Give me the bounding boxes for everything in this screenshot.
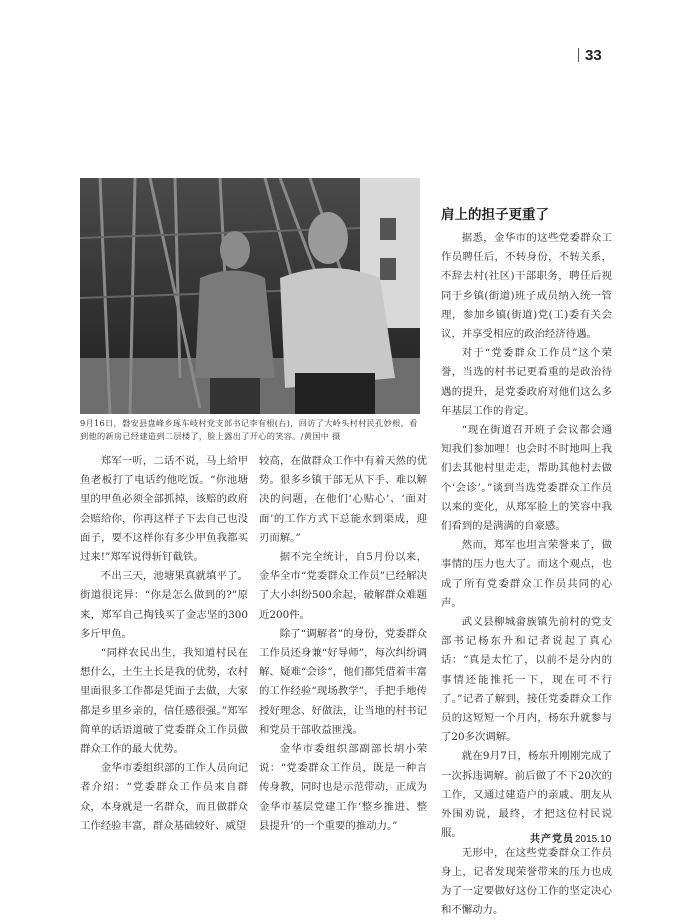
footer — [530, 830, 611, 845]
paragraph: 然而，郑军也坦言荣誉来了，做事情的压力也大了。而这个观点，也成了所有党委群众工作员共同的心声。 — [441, 536, 612, 613]
paragraph: 武义县柳城畲族镇先前村的党支部书记杨东升和记者说起了真心话：“真是太忙了，以前不是分内的事情还能推托一下，现在可不行了。”记者了解到，接任党委群众工作员的这短短一个月内，杨东升就参与了20多次调解。 — [441, 613, 612, 747]
paragraph: 金华市委组织部副部长胡小荣说：“党委群众工作员，既是一种言传身教，同时也是示范带动，正成为金华市基层党建工作‘整乡推进、整县提升’的一个重要的推动力。” — [259, 740, 427, 836]
magazine-logo: 共产党员 — [530, 834, 574, 845]
issue-date: 2015.10 — [575, 834, 611, 845]
paragraph: “现在街道召开班子会议都会通知我们参加哩！也会时不时地叫上我们去其他村里走走，帮助其他村去做个‘会诊’。”谈到当选党委群众工作员以来的变化，从郑军脸上的笑容中我们看到的是满满的自豪感。 — [441, 421, 612, 536]
paragraph: 不出三天，池塘果真就填平了。街道很诧异：“你是怎么做到的?”原来，郑军自己掏钱买了金志坚的300多斤甲鱼。 — [80, 567, 248, 644]
paragraph: 据不完全统计，自5月份以来，金华全市“党委群众工作员”已经解决了大小纠纷500余起，破解群众难题近200件。 — [259, 548, 427, 625]
photo-caption: 9月16日，磐安县盘峰乡琢车岐村党支部书记李有根(右)，回访了大岭头村村民孔妙根，看到他的新房已经建造到二层楼了，脸上露出了开心的笑容。/黄国中 摄 — [80, 417, 422, 443]
paragraph: 除了“调解者”的身份，党委群众工作员还身兼“好导师”，每次纠纷调解、疑难“会诊”，他们都凭借着丰富的工作经验“现场教学”，手把手地传授好理念、好做法，让当地的村书记和党员干部收益匪浅。 — [259, 625, 427, 740]
page-number: 33 — [578, 47, 602, 64]
paragraph: 就在9月7日，杨东升刚刚完成了一次拆违调解。前后做了不下20次的工作，又通过建造户的亲戚、朋友从外围劝说，最终，才把这位村民说服。 — [441, 747, 612, 843]
paragraph: 金华市委组织部的工作人员向记者介绍：“党委群众工作员来自群众，本身就是一名群众，而且做群众工作经验丰富，群众基础较好、威望 — [80, 759, 248, 836]
column-2 — [259, 452, 427, 836]
paragraph: “同样农民出生，我知道村民在想什么，土生土长是我的优势，农村里面很多工作都是凭面子去做，大家都是乡里乡亲的，信任感很强。”郑军简单的话语道破了党委群众工作员做群众工作的最大优势。 — [80, 644, 248, 759]
column-1 — [80, 452, 248, 836]
section-heading: 肩上的担子更重了 — [441, 205, 612, 225]
paragraph: 郑军一听，二话不说，马上给甲鱼老板打了电话约他吃饭。“你池塘里的甲鱼必须全部抓掉，该赔的政府会赔给你，你再这样子下去自己也没面子，要不这样你有多少甲鱼我都买过来!”郑军说得斩钉截铁。 — [80, 452, 248, 567]
paragraph: 对于“党委群众工作员”这个荣誉，当选的村书记更看重的是政治待遇的提升，是党委政府对他们这么多年基层工作的肯定。 — [441, 344, 612, 421]
column-3 — [441, 205, 612, 920]
article-photo — [80, 178, 420, 414]
paragraph: 据悉，金华市的这些党委群众工作员聘任后，不转身份，不转关系，不辞去村(社区)干部职务，聘任后视同于乡镇(街道)班子成员纳入统一管理，参加乡镇(街道)党(工)委有关会议，并享受相应的政治经济待遇。 — [441, 229, 612, 344]
paragraph: 较高，在做群众工作中有着天然的优势。很多乡镇干部无从下手、难以解决的问题，在他们‘心贴心’、‘面对面’的工作方式下总能水到渠成，迎刃而解。” — [259, 452, 427, 548]
paragraph: 无形中，在这些党委群众工作员身上，记者发现荣誉带来的压力也成为了一定要做好这份工作的坚定决心和不懈动力。 — [441, 844, 612, 920]
